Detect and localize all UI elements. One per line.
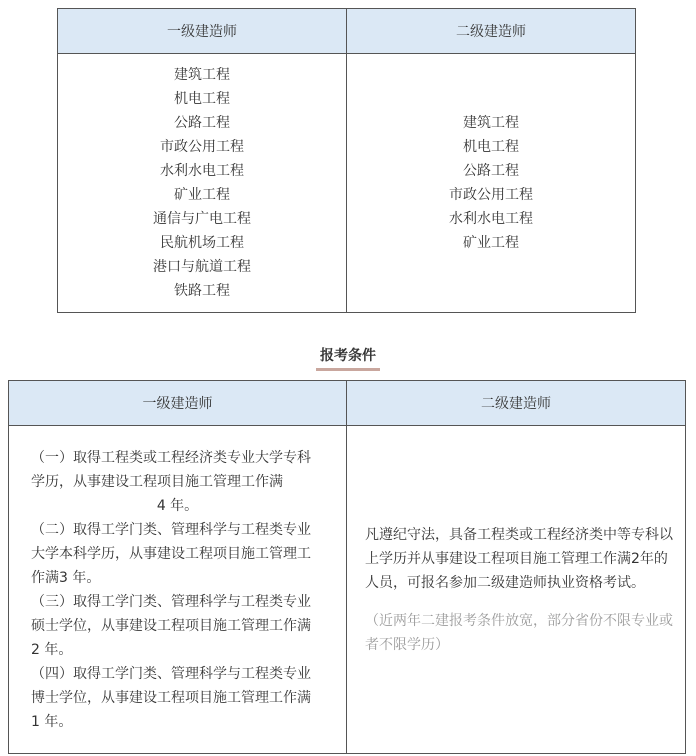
list-item: 建筑工程: [463, 115, 519, 131]
list-item: 水利水电工程: [160, 163, 244, 179]
list-item: 市政公用工程: [160, 139, 244, 155]
list-item: 港口与航道工程: [153, 259, 251, 275]
requirement-4: （四）取得工学门类、管理科学与工程类专业博士学位，从事建设工程项目施工管理工作满 1 年。: [31, 665, 311, 730]
list-item: 机电工程: [174, 91, 230, 107]
list-item: 民航机场工程: [160, 235, 244, 251]
second-class-requirements-cell: [347, 426, 686, 754]
requirement-2: （二）取得工学门类、管理科学与工程类专业大学本科学历，从事建设工程项目施工管理工作满3 年。: [31, 521, 311, 586]
header-first-class: 一级建造师: [9, 381, 347, 426]
list-item: 通信与广电工程: [153, 211, 251, 227]
list-item: 机电工程: [463, 139, 519, 155]
list-item: 建筑工程: [174, 67, 230, 83]
requirements-table: [8, 380, 686, 754]
list-item: 公路工程: [463, 163, 519, 179]
list-item: 矿业工程: [463, 235, 519, 251]
list-item: 水利水电工程: [449, 211, 533, 227]
list-item: 铁路工程: [174, 283, 230, 299]
header-second-class: 二级建造师: [347, 381, 686, 426]
requirement-1-years: 4 年。: [156, 497, 199, 514]
second-class-specialty-cell: [347, 54, 636, 313]
requirement-1: （一）取得工程类或工程经济类专业大学专科学历，从事建设工程项目施工管理工作满: [31, 449, 311, 490]
header-first-class: 一级建造师: [58, 9, 347, 54]
specialty-table: [57, 8, 636, 313]
list-item: 矿业工程: [174, 187, 230, 203]
list-item: 市政公用工程: [449, 187, 533, 203]
requirement-note: （近两年二建报考条件放宽，部分省份不限专业或者不限学历）: [365, 612, 673, 653]
section-title: [0, 345, 696, 371]
header-second-class: 二级建造师: [347, 9, 636, 54]
section-title-text: 报考条件: [316, 345, 380, 371]
first-class-specialty-cell: [58, 54, 347, 313]
requirement-3: （三）取得工学门类、管理科学与工程类专业硕士学位，从事建设工程项目施工管理工作满 2 年。: [31, 593, 311, 658]
requirement-main: 凡遵纪守法，具备工程类或工程经济类中等专科以上学历并从事建设工程项目施工管理工作满2年的人员，可报名参加二级建造师执业资格考试。: [365, 526, 673, 591]
first-class-requirements-cell: [9, 426, 347, 754]
list-item: 公路工程: [174, 115, 230, 131]
